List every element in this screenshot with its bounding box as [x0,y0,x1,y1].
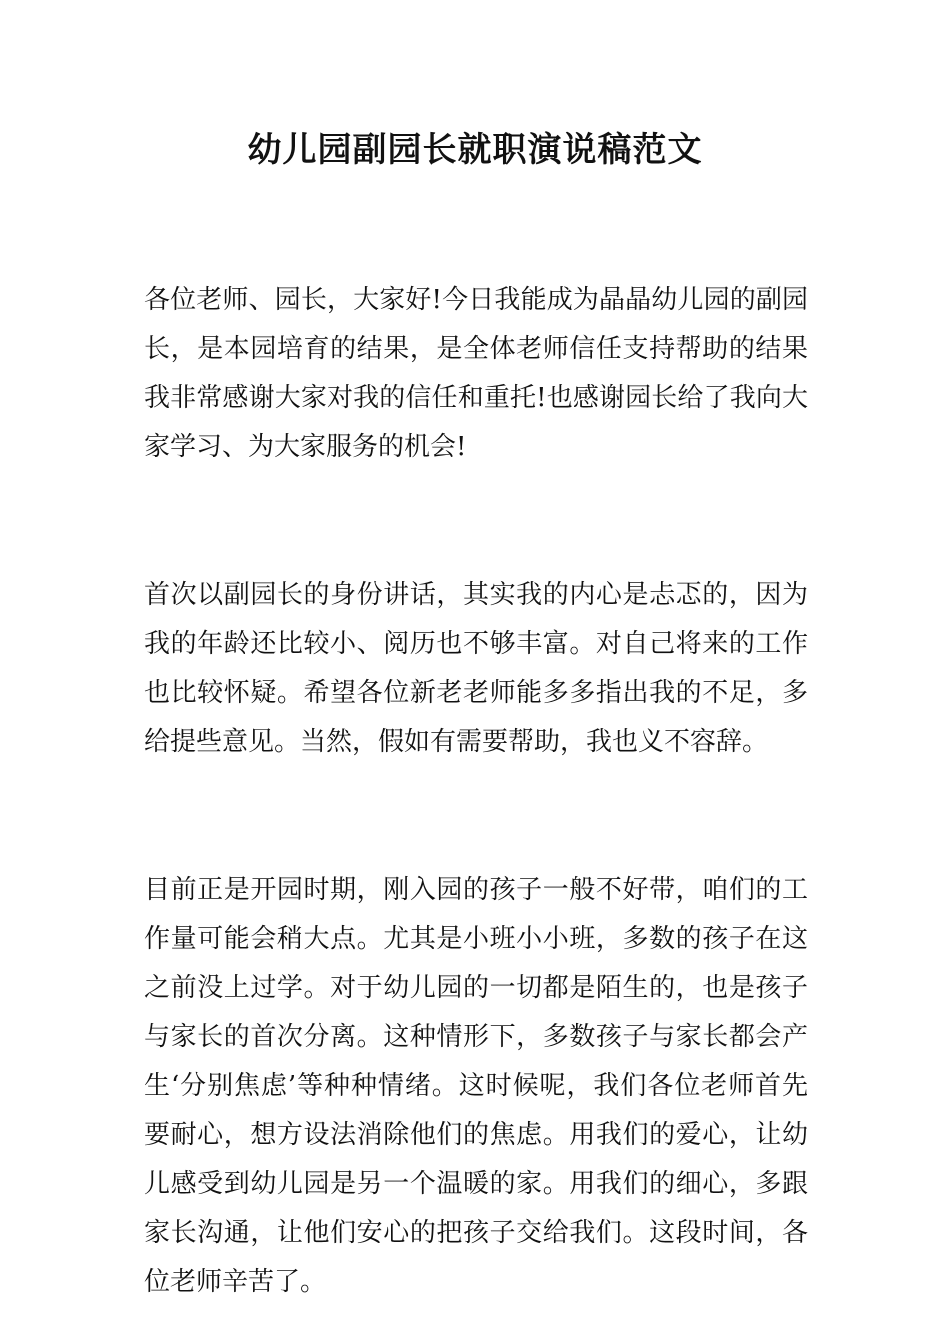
document-body [144,276,808,1307]
document-title: 幼儿园副园长就职演说稿范文 [247,130,703,170]
paragraph-2: 首次以副园长的身份讲话，其实我的内心是忐忑的，因为我的年龄还比较小、阅历也不够丰富。对自己将来的工作也比较怀疑。希望各位新老老师能多多指出我的不足，多给提些意见。当然，假如有需要帮助，我也义不容辞。 [144,580,808,757]
paragraph-3: 目前正是开园时期，刚入园的孩子一般不好带，咱们的工作量可能会稍大点。尤其是小班小小班，多数的孩子在这之前没上过学。对于幼儿园的一切都是陌生的，也是孩子与家长的首次分离。这种情形下，多数孩子与家长都会产生‘分别焦虑’等种种情绪。这时候呢，我们各位老师首先要耐心，想方设法消除他们的焦虑。用我们的爱心，让幼儿感受到幼儿园是另一个温暖的家。用我们的细心，多跟家长沟通，让他们安心的把孩子交给我们。这段时间，各位老师辛苦了。 [144,875,808,1297]
paragraph-1: 各位老师、园长，大家好!今日我能成为晶晶幼儿园的副园长，是本园培育的结果，是全体老师信任支持帮助的结果我非常感谢大家对我的信任和重托!也感谢园长给了我向大家学习、为大家服务的机会! [144,285,808,462]
